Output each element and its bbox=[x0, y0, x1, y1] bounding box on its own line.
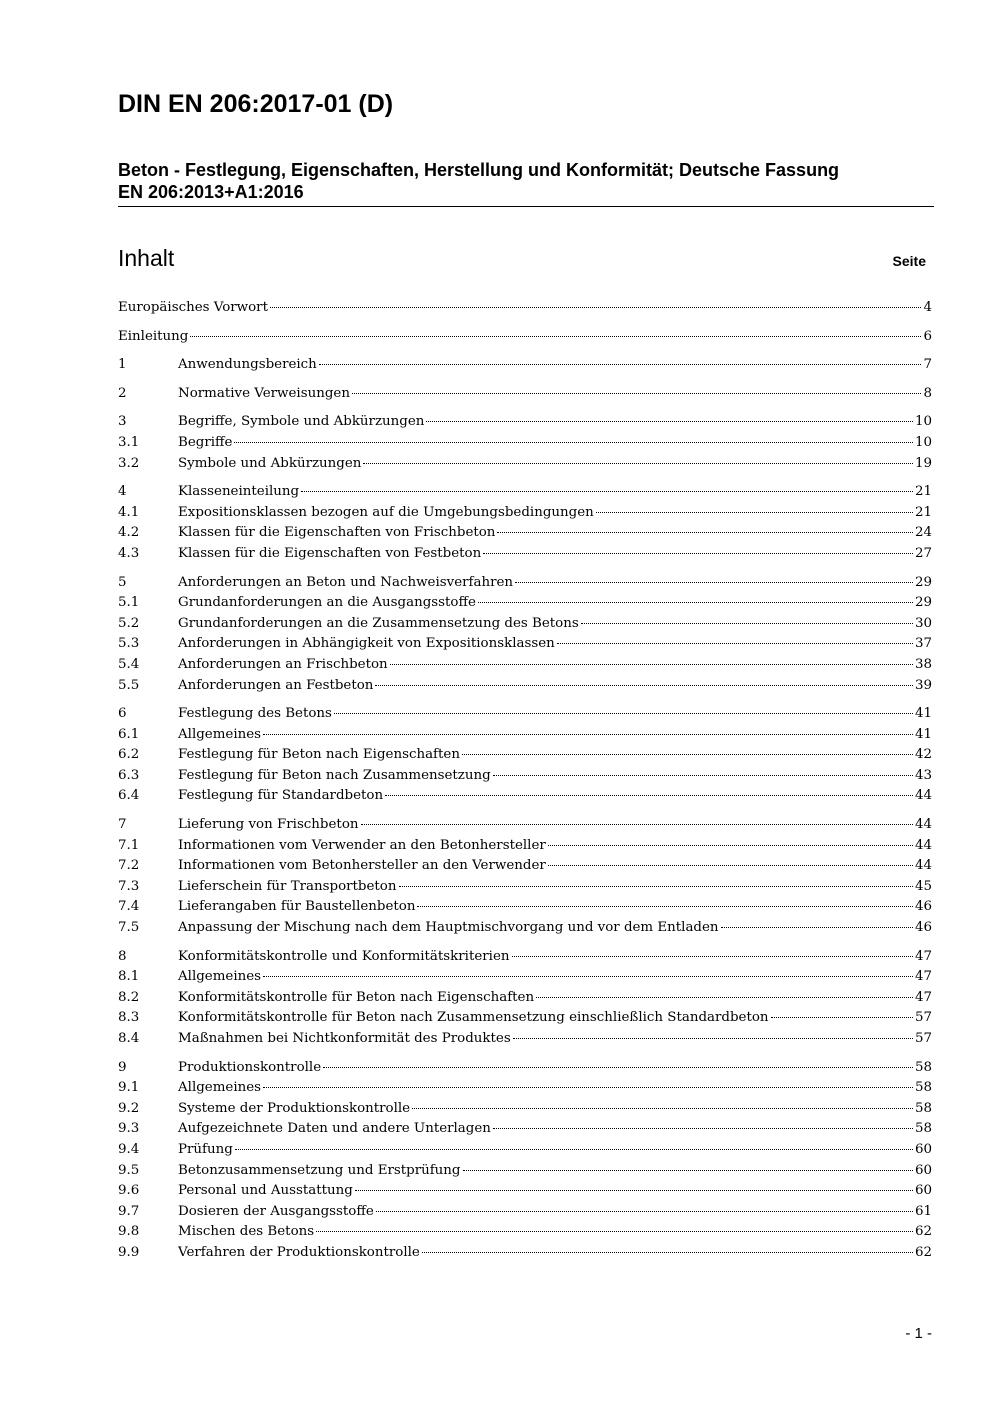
toc-dot-leader bbox=[493, 1128, 913, 1129]
toc-entry-title[interactable]: Mischen des Betons bbox=[178, 1224, 315, 1240]
toc-entry-number: 8.3 bbox=[118, 1010, 140, 1026]
toc-dot-leader bbox=[462, 754, 913, 755]
toc-dot-leader bbox=[548, 865, 913, 866]
toc-dot-leader bbox=[334, 713, 913, 714]
toc-entry[interactable] bbox=[118, 1119, 932, 1140]
toc-entry[interactable] bbox=[118, 918, 932, 939]
document-id: DIN EN 206:2017-01 (D) bbox=[118, 90, 394, 118]
toc-group bbox=[118, 384, 932, 405]
toc-entry[interactable] bbox=[118, 1029, 932, 1050]
toc-entry-number: 7.1 bbox=[118, 837, 140, 853]
toc-entry[interactable] bbox=[118, 433, 932, 454]
toc-entry-title[interactable]: Festlegung des Betons bbox=[178, 706, 332, 722]
toc-entry-number: 9.1 bbox=[118, 1080, 140, 1096]
toc-dot-leader bbox=[536, 997, 913, 998]
toc-entry-title[interactable]: Anpassung der Mischung nach dem Hauptmischvorgang und vor dem Entladen bbox=[178, 920, 719, 936]
toc-dot-leader bbox=[263, 976, 913, 977]
toc-entry-page[interactable]: 19 bbox=[914, 455, 932, 471]
toc-dot-leader bbox=[417, 906, 912, 907]
toc-entry-title[interactable]: Einleitung bbox=[118, 328, 189, 344]
toc-entry-page[interactable]: 47 bbox=[914, 948, 932, 964]
toc-entry-number: 5.2 bbox=[118, 615, 140, 631]
toc-entry-page[interactable]: 8 bbox=[923, 385, 932, 401]
toc-dot-leader bbox=[483, 553, 913, 554]
title-divider bbox=[118, 206, 934, 207]
toc-entry-title[interactable]: Grundanforderungen an die Ausgangsstoffe bbox=[178, 595, 476, 611]
toc-dot-leader bbox=[399, 886, 913, 887]
toc-dot-leader bbox=[512, 956, 913, 957]
toc-entry-page[interactable]: 60 bbox=[914, 1141, 932, 1157]
toc-entry-title[interactable]: Klasseneinteilung bbox=[178, 484, 300, 500]
toc-dot-leader bbox=[355, 1190, 913, 1191]
toc-dot-leader bbox=[301, 491, 913, 492]
toc-entry-title[interactable]: Expositionsklassen bezogen auf die Umgebungsbedingungen bbox=[178, 504, 594, 520]
toc-entry[interactable] bbox=[118, 836, 932, 857]
toc-dot-leader bbox=[235, 1149, 913, 1150]
toc-entry-page[interactable]: 30 bbox=[914, 615, 932, 631]
toc-entry[interactable] bbox=[118, 1202, 932, 1223]
toc-entry[interactable] bbox=[118, 766, 932, 787]
toc-entry-title[interactable]: Europäisches Vorwort bbox=[118, 300, 268, 315]
toc-entry[interactable] bbox=[118, 815, 932, 836]
toc-dot-leader bbox=[497, 532, 913, 533]
toc-entry-page[interactable]: 44 bbox=[914, 788, 932, 804]
toc-entry-page[interactable]: 44 bbox=[914, 858, 932, 874]
toc-entry[interactable] bbox=[118, 573, 932, 594]
toc-dot-leader bbox=[412, 1108, 913, 1109]
toc-entry[interactable] bbox=[118, 1222, 932, 1243]
toc-page-column-label: Seite bbox=[892, 253, 926, 269]
toc-entry-number: 4.3 bbox=[118, 545, 140, 561]
toc-dot-leader bbox=[426, 421, 913, 422]
toc-dot-leader bbox=[581, 623, 913, 624]
toc-entry-page[interactable]: 57 bbox=[914, 1010, 932, 1026]
toc-entry-number: 9.8 bbox=[118, 1224, 140, 1240]
toc-group bbox=[118, 947, 932, 1050]
toc-group bbox=[118, 298, 932, 319]
toc-entry-title[interactable]: Dosieren der Ausgangsstoffe bbox=[178, 1203, 374, 1219]
toc-entry[interactable] bbox=[118, 593, 932, 614]
toc-entry-title[interactable]: Verfahren der Produktionskontrolle bbox=[178, 1244, 420, 1260]
toc-group bbox=[118, 355, 932, 376]
toc-entry-page[interactable]: 62 bbox=[914, 1244, 932, 1260]
toc-entry[interactable] bbox=[118, 1140, 932, 1161]
toc-entry-title[interactable]: Festlegung für Beton nach Zusammensetzung bbox=[178, 767, 491, 783]
toc-entry-title[interactable]: Festlegung für Standardbeton bbox=[178, 788, 384, 804]
toc-dot-leader bbox=[422, 1252, 913, 1253]
toc-entry[interactable] bbox=[118, 897, 932, 918]
toc-group bbox=[118, 704, 932, 807]
toc-entry-page[interactable]: 7 bbox=[923, 357, 932, 373]
toc-entry-title[interactable]: Betonzusammensetzung und Erstprüfung bbox=[178, 1162, 461, 1178]
toc-entry-title[interactable]: Lieferschein für Transportbeton bbox=[178, 878, 397, 894]
toc-entry[interactable] bbox=[118, 1161, 932, 1182]
toc-entry-number: 9.4 bbox=[118, 1141, 140, 1157]
toc-entry-title[interactable]: Anwendungsbereich bbox=[178, 357, 317, 373]
toc-dot-leader bbox=[270, 307, 922, 308]
toc-dot-leader bbox=[323, 1067, 913, 1068]
toc-entry-page[interactable]: 4 bbox=[923, 300, 932, 315]
toc-entry-page[interactable]: 39 bbox=[914, 677, 932, 693]
toc-entry-page[interactable]: 37 bbox=[914, 636, 932, 652]
toc-entry[interactable] bbox=[118, 725, 932, 746]
toc-entry-page[interactable]: 60 bbox=[914, 1162, 932, 1178]
toc-group bbox=[118, 573, 932, 697]
toc-dot-leader bbox=[557, 643, 913, 644]
toc-entry-title[interactable]: Anforderungen an Festbeton bbox=[178, 677, 374, 693]
toc-entry-number: 6.4 bbox=[118, 788, 140, 804]
toc-group bbox=[118, 412, 932, 474]
toc-dot-leader bbox=[385, 795, 913, 796]
toc-entry-number: 6 bbox=[118, 706, 127, 722]
toc-entry-number: 7.3 bbox=[118, 878, 140, 894]
toc-entry-page[interactable]: 41 bbox=[914, 726, 932, 742]
toc-entry-title[interactable]: Anforderungen an Beton und Nachweisverfahren bbox=[178, 574, 514, 590]
toc-entry-page[interactable]: 60 bbox=[914, 1183, 932, 1199]
toc-entry-title[interactable]: Konformitätskontrolle für Beton nach Zusammensetzung einschließlich Standardbeton bbox=[178, 1010, 769, 1026]
toc-entry-title[interactable]: Prüfung bbox=[178, 1141, 233, 1157]
toc-entry-title[interactable]: Produktionskontrolle bbox=[178, 1059, 322, 1075]
toc-entry-title[interactable]: Allgemeines bbox=[178, 1080, 262, 1096]
toc-entry[interactable] bbox=[118, 1099, 932, 1120]
toc-dot-leader bbox=[493, 775, 913, 776]
toc-entry-page[interactable]: 58 bbox=[914, 1100, 932, 1116]
toc-entry[interactable] bbox=[118, 1008, 932, 1029]
toc-entry-page[interactable]: 58 bbox=[914, 1080, 932, 1096]
toc-entry-number: 9.7 bbox=[118, 1203, 140, 1219]
toc-entry-number: 3 bbox=[118, 414, 127, 430]
toc-dot-leader bbox=[263, 734, 913, 735]
toc-dot-leader bbox=[463, 1170, 913, 1171]
toc-entry-page[interactable]: 29 bbox=[914, 574, 932, 590]
toc-entry[interactable] bbox=[118, 355, 932, 376]
toc-entry-title[interactable]: Aufgezeichnete Daten und andere Unterlagen bbox=[178, 1121, 491, 1137]
toc-entry[interactable] bbox=[118, 544, 932, 565]
toc-entry-number: 6.2 bbox=[118, 747, 140, 763]
toc-entry-number: 8 bbox=[118, 948, 127, 964]
toc-dot-leader bbox=[513, 1038, 913, 1039]
toc-entry-page[interactable]: 24 bbox=[914, 525, 932, 541]
toc-entry[interactable] bbox=[118, 384, 932, 405]
document-title bbox=[118, 159, 938, 203]
toc-entry-title[interactable]: Normative Verweisungen bbox=[178, 385, 350, 401]
toc-entry[interactable] bbox=[118, 523, 932, 544]
toc-entry-page[interactable]: 45 bbox=[914, 878, 932, 894]
table-of-contents bbox=[118, 298, 932, 1272]
toc-entry-page[interactable]: 29 bbox=[914, 595, 932, 611]
toc-entry-number: 8.2 bbox=[118, 989, 140, 1005]
toc-entry-title[interactable]: Klassen für die Eigenschaften von Festbeton bbox=[178, 545, 482, 561]
toc-entry-page[interactable]: 41 bbox=[914, 706, 932, 722]
toc-group bbox=[118, 1058, 932, 1264]
toc-entry-number: 6.1 bbox=[118, 726, 140, 742]
toc-dot-leader bbox=[376, 1211, 913, 1212]
toc-entry-page[interactable]: 47 bbox=[914, 989, 932, 1005]
toc-entry-number: 9.3 bbox=[118, 1121, 140, 1137]
toc-entry[interactable] bbox=[118, 1243, 932, 1264]
toc-entry[interactable] bbox=[118, 1078, 932, 1099]
toc-entry-title[interactable]: Maßnahmen bei Nichtkonformität des Produktes bbox=[178, 1031, 511, 1046]
toc-dot-leader bbox=[363, 463, 913, 464]
toc-entry-title[interactable]: Personal und Ausstattung bbox=[178, 1183, 353, 1199]
toc-entry[interactable] bbox=[118, 412, 932, 433]
toc-dot-leader bbox=[548, 845, 913, 846]
toc-dot-leader bbox=[721, 927, 913, 928]
toc-entry[interactable] bbox=[118, 327, 932, 348]
toc-entry-title[interactable]: Informationen vom Betonhersteller an den Verwender bbox=[178, 858, 546, 874]
toc-entry[interactable] bbox=[118, 676, 932, 697]
toc-entry-number: 1 bbox=[118, 357, 127, 373]
toc-entry-page[interactable]: 46 bbox=[914, 920, 932, 936]
toc-entry-page[interactable]: 27 bbox=[914, 545, 932, 561]
toc-entry-title[interactable]: Grundanforderungen an die Zusammensetzung des Betons bbox=[178, 615, 579, 631]
toc-entry[interactable] bbox=[118, 745, 932, 766]
toc-dot-leader bbox=[319, 364, 922, 365]
toc-entry-number: 6.3 bbox=[118, 767, 140, 783]
toc-entry[interactable] bbox=[118, 1058, 932, 1079]
toc-entry-number: 5.4 bbox=[118, 656, 140, 672]
toc-entry-title[interactable]: Allgemeines bbox=[178, 726, 262, 742]
toc-entry-page[interactable]: 62 bbox=[914, 1224, 932, 1240]
toc-dot-leader bbox=[316, 1231, 913, 1232]
page-number-footer: - 1 - bbox=[905, 1325, 932, 1342]
toc-entry-title[interactable]: Anforderungen in Abhängigkeit von Expositionsklassen bbox=[178, 636, 555, 652]
toc-entry-page[interactable]: 61 bbox=[914, 1203, 932, 1219]
toc-dot-leader bbox=[352, 393, 922, 394]
toc-entry[interactable] bbox=[118, 454, 932, 475]
toc-entry-number: 4.1 bbox=[118, 504, 140, 520]
toc-entry[interactable] bbox=[118, 704, 932, 725]
toc-entry-number: 7.4 bbox=[118, 899, 140, 915]
toc-entry-page[interactable]: 57 bbox=[914, 1031, 932, 1046]
toc-dot-leader bbox=[234, 442, 912, 443]
toc-group bbox=[118, 815, 932, 939]
toc-entry-page[interactable]: 38 bbox=[914, 656, 932, 672]
toc-entry-number: 4.2 bbox=[118, 525, 140, 541]
toc-dot-leader bbox=[263, 1087, 913, 1088]
toc-entry-page[interactable]: 42 bbox=[914, 747, 932, 763]
toc-entry[interactable] bbox=[118, 1181, 932, 1202]
toc-entry[interactable] bbox=[118, 634, 932, 655]
toc-entry-title[interactable]: Anforderungen an Frischbeton bbox=[178, 656, 388, 672]
toc-entry-title[interactable]: Konformitätskontrolle für Beton nach Eigenschaften bbox=[178, 989, 535, 1005]
toc-entry-number: 7.5 bbox=[118, 920, 140, 936]
toc-entry-page[interactable]: 10 bbox=[914, 414, 932, 430]
toc-heading: Inhalt bbox=[118, 245, 175, 271]
toc-entry-number: 3.1 bbox=[118, 434, 140, 450]
toc-entry-title[interactable]: Lieferung von Frischbeton bbox=[178, 817, 359, 833]
toc-entry[interactable] bbox=[118, 655, 932, 676]
toc-entry[interactable] bbox=[118, 503, 932, 524]
toc-entry-number: 9.5 bbox=[118, 1162, 140, 1178]
toc-entry-page[interactable]: 47 bbox=[914, 969, 932, 985]
toc-entry[interactable] bbox=[118, 856, 932, 877]
toc-entry-title[interactable]: Konformitätskontrolle und Konformitätskriterien bbox=[178, 948, 510, 964]
toc-entry-page[interactable]: 21 bbox=[914, 484, 932, 500]
toc-entry[interactable] bbox=[118, 482, 932, 503]
toc-entry-page[interactable]: 6 bbox=[923, 328, 932, 344]
toc-entry-number: 5.3 bbox=[118, 636, 140, 652]
toc-entry-page[interactable]: 58 bbox=[914, 1059, 932, 1075]
document-title-line-1: Beton - Festlegung, Eigenschaften, Herstellung und Konformität; Deutsche Fassung bbox=[118, 160, 840, 180]
toc-entry-page[interactable]: 21 bbox=[914, 504, 932, 520]
toc-entry-page[interactable]: 44 bbox=[914, 817, 932, 833]
toc-entry[interactable] bbox=[118, 614, 932, 635]
toc-entry-number: 9.6 bbox=[118, 1183, 140, 1199]
toc-entry[interactable] bbox=[118, 988, 932, 1009]
toc-dot-leader bbox=[390, 664, 913, 665]
toc-entry-number: 7 bbox=[118, 817, 127, 833]
toc-dot-leader bbox=[478, 602, 913, 603]
toc-entry-number: 9 bbox=[118, 1059, 127, 1075]
toc-entry-title[interactable]: Begriffe, Symbole und Abkürzungen bbox=[178, 414, 425, 430]
toc-entry-title[interactable]: Klassen für die Eigenschaften von Frischbeton bbox=[178, 525, 496, 541]
toc-entry[interactable] bbox=[118, 967, 932, 988]
toc-dot-leader bbox=[375, 685, 913, 686]
toc-entry-page[interactable]: 58 bbox=[914, 1121, 932, 1137]
toc-entry-page[interactable]: 46 bbox=[914, 899, 932, 915]
toc-entry-number: 5.1 bbox=[118, 595, 140, 611]
toc-entry-number: 8.1 bbox=[118, 969, 140, 985]
toc-entry-title[interactable]: Begriffe bbox=[178, 434, 233, 450]
toc-entry[interactable] bbox=[118, 877, 932, 898]
toc-entry-number: 9.2 bbox=[118, 1100, 140, 1116]
toc-entry-page[interactable]: 44 bbox=[914, 837, 932, 853]
toc-entry-title[interactable]: Informationen vom Verwender an den Betonhersteller bbox=[178, 837, 546, 853]
toc-dot-leader bbox=[596, 512, 913, 513]
toc-entry-number: 8.4 bbox=[118, 1031, 140, 1046]
toc-entry-number: 5.5 bbox=[118, 677, 140, 693]
toc-dot-leader bbox=[190, 336, 921, 337]
toc-entry-title[interactable]: Systeme der Produktionskontrolle bbox=[178, 1100, 411, 1116]
toc-entry-title[interactable]: Festlegung für Beton nach Eigenschaften bbox=[178, 747, 460, 763]
toc-entry-number: 7.2 bbox=[118, 858, 140, 874]
toc-entry-number: 9.9 bbox=[118, 1244, 140, 1260]
toc-dot-leader bbox=[515, 582, 913, 583]
toc-group bbox=[118, 482, 932, 564]
toc-entry[interactable] bbox=[118, 947, 932, 968]
toc-entry-page[interactable]: 10 bbox=[914, 434, 932, 450]
toc-entry-title[interactable]: Lieferangaben für Baustellenbeton bbox=[178, 899, 416, 915]
toc-dot-leader bbox=[771, 1017, 913, 1018]
toc-entry-number: 5 bbox=[118, 574, 127, 590]
toc-entry-number: 2 bbox=[118, 385, 127, 401]
document-title-line-2: EN 206:2013+A1:2016 bbox=[118, 182, 304, 202]
toc-group bbox=[118, 327, 932, 348]
toc-dot-leader bbox=[361, 824, 913, 825]
toc-entry-number: 4 bbox=[118, 484, 127, 500]
toc-entry-number: 3.2 bbox=[118, 455, 140, 471]
toc-entry-title[interactable]: Allgemeines bbox=[178, 969, 262, 985]
toc-entry[interactable] bbox=[118, 298, 932, 319]
toc-entry[interactable] bbox=[118, 786, 932, 807]
toc-entry-page[interactable]: 43 bbox=[914, 767, 932, 783]
toc-entry-title[interactable]: Symbole und Abkürzungen bbox=[178, 455, 362, 471]
